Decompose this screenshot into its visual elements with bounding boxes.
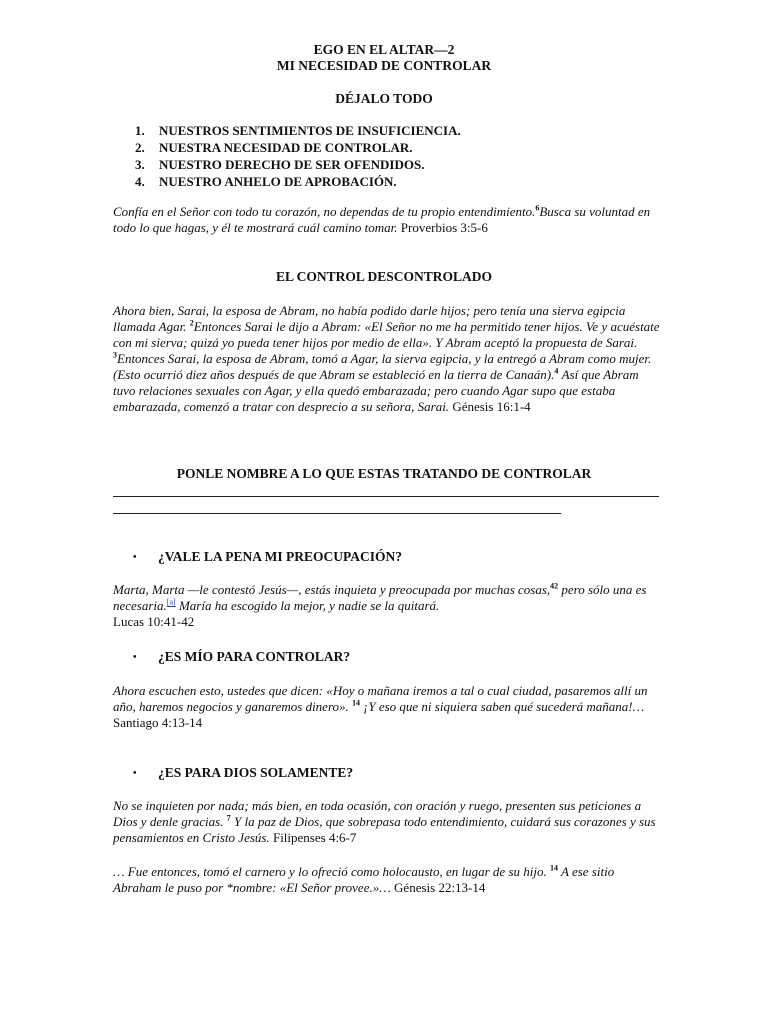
verse-number: 14	[550, 863, 558, 873]
verse-number: 7	[226, 813, 231, 823]
list-item	[135, 157, 461, 174]
verse-text: Y la paz de Dios, que sobrepasa todo entendimiento, cuidará sus corazones y sus pensamientos en Cristo Jesús.	[113, 814, 656, 845]
genesis-16-passage	[113, 303, 661, 415]
list-item	[135, 174, 461, 191]
verse-number: 2	[189, 318, 194, 328]
verse-text: Entonces Sarai le dijo a Abram: «El Señor no me ha permitido tener hijos. Ve y acuéstate con mi sierva; quizá yo pueda tener hijos por medio de ella». Y Abram aceptó la propuesta de Sarai.	[113, 319, 660, 350]
list-number: 1.	[135, 123, 145, 138]
answer-line-1	[113, 496, 659, 497]
verse-text: No se inquieten por nada; más bien, en toda ocasión, con oración y ruego, presenten sus peticiones a Dios y denle gracias.	[113, 798, 642, 829]
question-heading-worry	[133, 549, 402, 566]
list-number: 4.	[135, 174, 145, 189]
answer-line-2	[113, 513, 561, 514]
bullet-icon: •	[133, 552, 137, 563]
verse-text: Ahora escuchen esto, ustedes que dicen: «Hoy o mañana iremos a tal o cual ciudad, pasaremos allí un año, haremos negocios y ganaremos dinero».	[113, 683, 648, 714]
verse-text: Así que Abram tuvo relaciones sexuales con Agar, y ella quedó embarazada; pero cuando Agar supo que estaba embarazada, comenzó a tratar con desprecio a su señora, Sarai.	[113, 367, 639, 414]
numbered-list	[135, 123, 461, 191]
verse-number: 42	[550, 581, 559, 591]
question-title: ¿VALE LA PENA MI PREOCUPACIÓN?	[158, 549, 403, 564]
verse-reference: Proverbios 3:5-6	[397, 220, 488, 235]
list-item	[135, 123, 461, 140]
title-line-1: EGO EN EL ALTAR—2	[313, 42, 455, 57]
verse-text: A ese sitio Abraham le puso por *nombre: «El Señor provee.»…	[113, 864, 615, 895]
section-title-name-it: PONLE NOMBRE A LO QUE ESTAS TRATANDO DE CONTROLAR	[176, 466, 592, 481]
section-title-control: EL CONTROL DESCONTROLADO	[275, 269, 493, 284]
list-text: NUESTRO DERECHO DE SER OFENDIDOS.	[159, 157, 425, 172]
list-text: NUESTROS SENTIMIENTOS DE INSUFICIENCIA.	[159, 123, 461, 138]
verse-reference: Filipenses 4:6-7	[269, 830, 357, 845]
verse-number: 14	[352, 698, 361, 708]
verse-text: … Fue entonces, tomó el carnero y lo ofreció como holocausto, en lugar de su hijo.	[113, 864, 547, 879]
verse-reference: Lucas 10:41-42	[113, 614, 195, 629]
list-text: NUESTRA NECESIDAD DE CONTROLAR.	[159, 140, 413, 155]
list-number: 3.	[135, 157, 145, 172]
verse-text: Confía en el Señor con todo tu corazón, no dependas de tu propio entendimiento.	[113, 204, 536, 219]
question-heading-mine	[133, 649, 350, 666]
verse-text: ¡Y eso que ni siquiera saben qué sucederá mañana!…	[360, 699, 645, 714]
verse-reference: Génesis 16:1-4	[449, 399, 531, 414]
question-title: ¿ES MÍO PARA CONTROLAR?	[158, 649, 351, 664]
verse-number: 3	[113, 350, 117, 360]
bullet-icon: •	[133, 652, 137, 663]
verse-reference: Santiago 4:13-14	[113, 715, 203, 730]
verse-text: Busca su voluntad en todo lo que hagas, y él te mostrará cuál camino tomar.	[113, 204, 651, 235]
lucas-verse	[113, 582, 661, 630]
list-number: 2.	[135, 140, 145, 155]
title-line-2: MI NECESIDAD DE CONTROLAR	[276, 58, 492, 73]
list-item	[135, 140, 461, 157]
subtitle: DÉJALO TODO	[335, 91, 433, 106]
footnote-link[interactable]: [a]	[166, 597, 176, 607]
verse-text: María ha escogido la mejor, y nadie se la quitará.	[175, 598, 440, 613]
proverbios-verse	[113, 204, 661, 236]
verse-text: Marta, Marta —le contestó Jesús—, estás inquieta y preocupada por muchas cosas,	[113, 582, 551, 597]
verse-number: 4	[554, 366, 559, 376]
verse-number: 6	[535, 203, 540, 213]
list-text: NUESTRO ANHELO DE APROBACIÓN.	[159, 174, 397, 189]
genesis-22-verse	[113, 864, 661, 896]
verse-text: Ahora bien, Sarai, la esposa de Abram, no había podido darle hijos; pero tenía una sierva egipcia llamada Agar.	[113, 303, 626, 334]
verse-text: Entonces Sarai, la esposa de Abram, tomó a Agar, la sierva egipcia, y la entregó a Abram como mujer. (Esto ocurrió diez años después de que Abram se estableció en la tierra de Canaán).	[113, 351, 652, 382]
verse-reference: Génesis 22:13-14	[390, 880, 486, 895]
filipenses-verse	[113, 798, 661, 846]
santiago-verse	[113, 683, 661, 731]
bullet-icon: •	[133, 768, 137, 779]
verse-text: pero sólo una es necesaria.	[113, 582, 647, 613]
question-heading-god	[133, 765, 353, 782]
question-title: ¿ES PARA DIOS SOLAMENTE?	[158, 765, 354, 780]
